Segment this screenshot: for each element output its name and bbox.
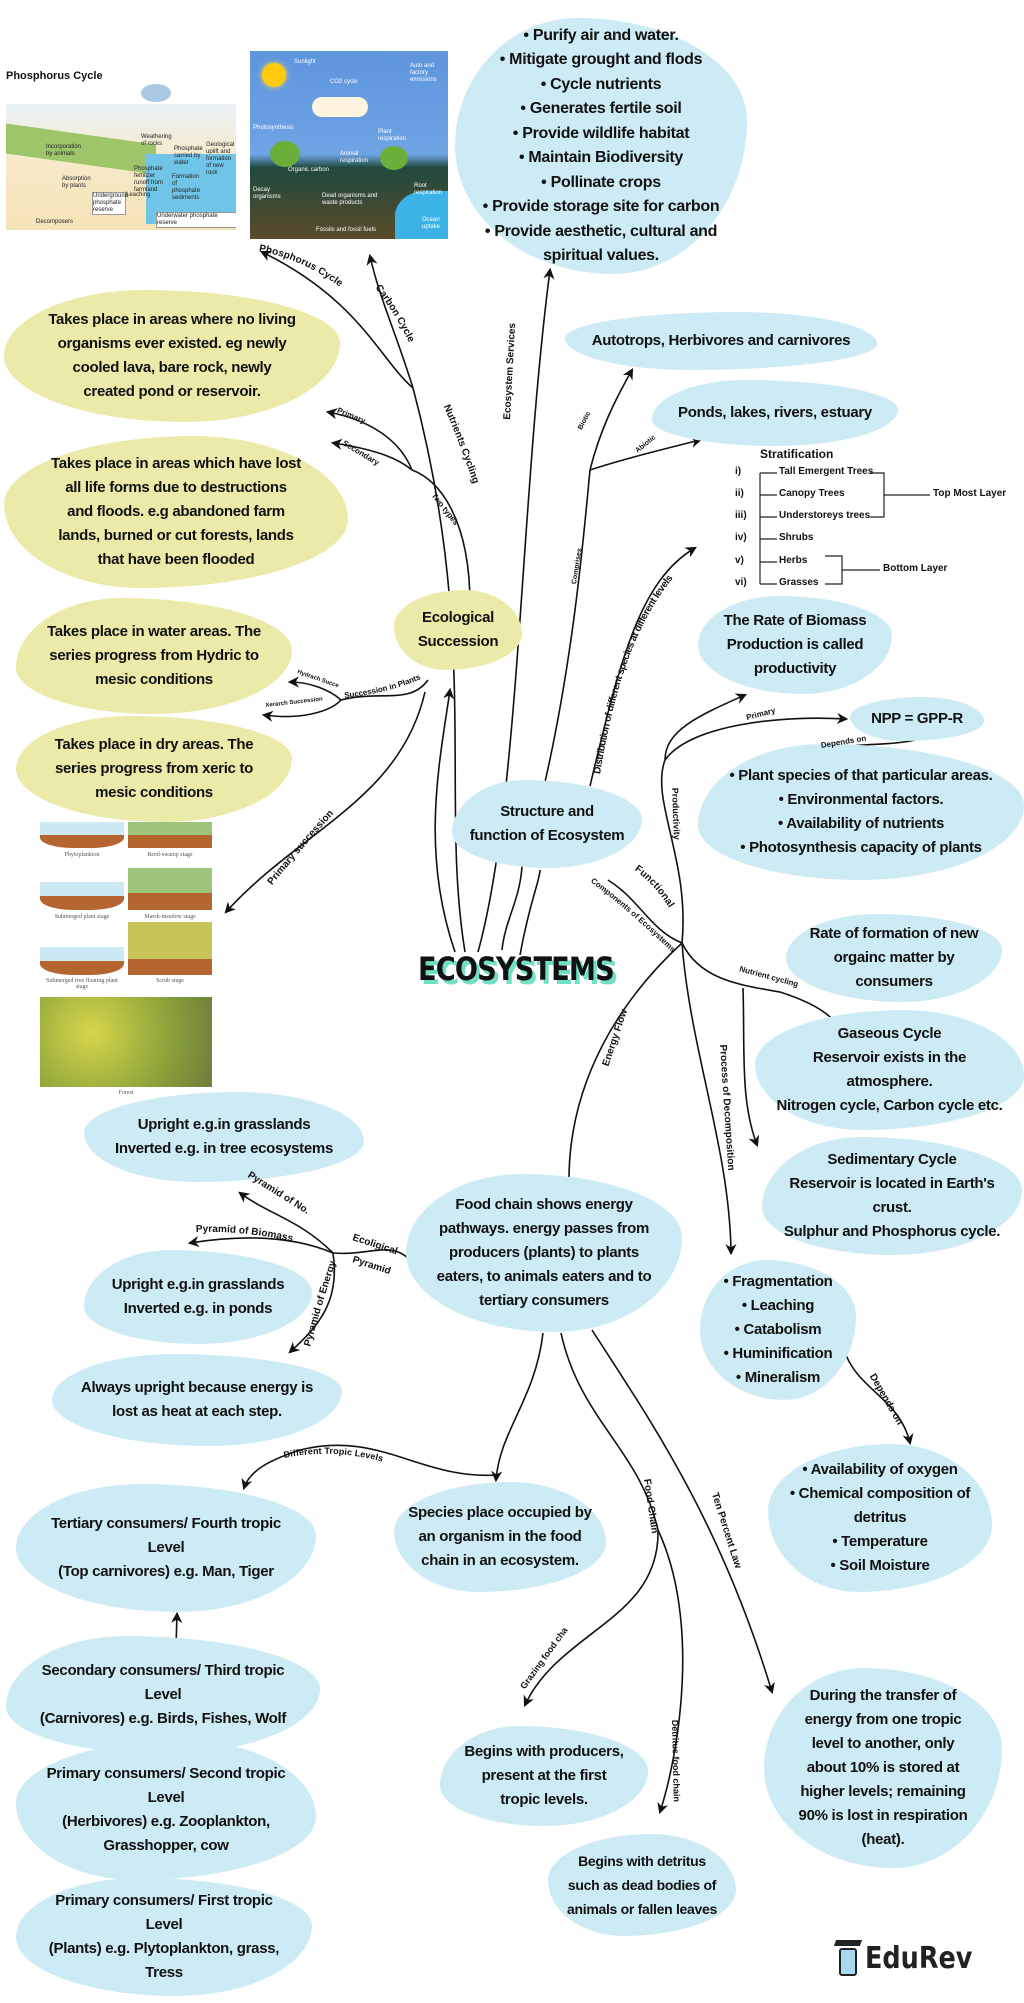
- image-label: Geological uplift and formation of new rock: [206, 142, 235, 176]
- edge-label: Nutrient cycling: [738, 964, 800, 989]
- node-text-line: • Huminification: [723, 1345, 833, 1362]
- node-text-line: spiritual values.: [543, 247, 659, 264]
- node-text-line: • Fragmentation: [723, 1273, 833, 1290]
- edge-two-types: [412, 470, 470, 605]
- image-label: Leaching: [126, 192, 151, 198]
- edge-pyramid-no: [240, 1193, 333, 1253]
- node-text-line: Reservoir exists in the: [812, 1049, 967, 1066]
- node-text-line: productivity: [753, 660, 837, 677]
- node-text-line: higher levels; remaining: [800, 1783, 966, 1800]
- image-label: Root respiration: [414, 183, 443, 196]
- edge-distribution: [590, 548, 695, 786]
- edge-label: Secondary: [341, 438, 381, 468]
- node-text-line: series progress from Hydric to: [49, 647, 259, 664]
- node-text-line: • Generates fertile soil: [520, 100, 682, 117]
- node-text-line: Production is called: [726, 636, 864, 653]
- edge-label: Hydrach Succe: [296, 669, 340, 690]
- edge-label: Ecoligical: [351, 1232, 399, 1258]
- image-label: Incorporation by animals: [46, 144, 82, 157]
- node-text-line: NPP = GPP-R: [871, 710, 963, 727]
- edge-label: Nutrients Cycling: [440, 403, 481, 485]
- node-text-line: Primary consumers/ Second tropic: [46, 1765, 286, 1782]
- stage-caption: Reed-swamp stage: [147, 852, 193, 858]
- strat-item: Grasses: [779, 577, 819, 588]
- node-text-line: about 10% is stored at: [806, 1759, 960, 1776]
- node-text-line: • Purify air and water.: [523, 26, 679, 44]
- node-text-line: Succession: [417, 633, 499, 650]
- node-sedimentary-cycle: [762, 1137, 1022, 1255]
- node-text-line: Inverted e.g. in ponds: [123, 1300, 273, 1317]
- node-text-line: During the transfer of: [809, 1687, 957, 1704]
- edge-label: Food Chain: [640, 1478, 660, 1535]
- node-text-line: that have been flooded: [97, 551, 255, 568]
- node-text-line: Upright e.g.in grasslands: [137, 1116, 311, 1133]
- node-text-line: eaters, to animals eaters and to: [436, 1268, 652, 1285]
- node-text-line: • Environmental factors.: [778, 791, 944, 808]
- edge-depends-on-2: [846, 1355, 910, 1443]
- node-text-line: Grasshopper, cow: [103, 1837, 229, 1854]
- node-text-line: all life forms due to destructions: [65, 479, 287, 496]
- node-text-line: Sedimentary Cycle: [827, 1151, 957, 1168]
- node-text-line: series progress from xeric to: [54, 760, 254, 777]
- edge-label: Components of Ecosystems: [589, 876, 678, 954]
- node-text-line: (heat).: [861, 1831, 905, 1848]
- node-text-line: crust.: [872, 1199, 912, 1216]
- edge-label: Ecosystem Services: [502, 322, 519, 420]
- node-text-line: 90% is lost in respiration: [798, 1807, 968, 1824]
- edge-label: Primary: [745, 705, 777, 723]
- node-ecosystem-services: [455, 18, 747, 274]
- node-text-line: Gaseous Cycle: [837, 1025, 942, 1042]
- edge-functional: [608, 880, 682, 943]
- node-text-line: Structure and: [500, 803, 594, 820]
- edge-tropic-levels: [244, 1445, 498, 1488]
- node-text-line: Primary consumers/ First tropic: [55, 1892, 273, 1909]
- edge-label: Succession in Plants: [343, 672, 422, 701]
- edge-carbon: [370, 256, 413, 388]
- edurev-logo: [835, 1938, 991, 1978]
- strat-item: Shrubs: [779, 532, 814, 543]
- node-text-line: Takes place in dry areas. The: [54, 736, 254, 753]
- edge-hydrach: [290, 682, 341, 700]
- node-text-line: cooled lava, bare rock, newly: [72, 359, 272, 376]
- node-text-line: Secondary consumers/ Third tropic: [41, 1662, 285, 1679]
- node-text-line: • Provide wildlife habitat: [512, 124, 690, 142]
- strat-num: iii): [735, 510, 747, 521]
- node-text-line: • Plant species of that particular areas.: [729, 767, 993, 784]
- edge-detritus: [658, 1530, 683, 1812]
- node-productivity-factors: [698, 744, 1024, 880]
- node-text-line: • Mineralism: [735, 1369, 821, 1386]
- node-text-line: • Photosynthesis capacity of plants: [740, 839, 982, 856]
- edge-comprises: [545, 470, 590, 782]
- image-label: Absorption by plants: [62, 176, 91, 189]
- phosphorus-cycle-title: Phosphorus Cycle: [6, 70, 103, 82]
- edge-label: Primary: [335, 405, 367, 426]
- edge-productivity: [662, 760, 683, 943]
- node-text-line: consumers: [855, 973, 933, 990]
- image-label: Decay organisms: [253, 187, 281, 200]
- node-text-line: mesic conditions: [95, 671, 213, 688]
- image-label: Ocean uptake: [422, 217, 441, 230]
- node-text-line: organisms ever existed. eg newly: [57, 335, 287, 352]
- edge-secondary: [333, 443, 412, 470]
- edge-label: Two types: [429, 491, 461, 528]
- node-text-line: Food chain shows energy: [455, 1196, 633, 1213]
- edge-biotic: [590, 370, 632, 470]
- edge-structure-ecosystems: [502, 866, 522, 950]
- node-text-line: tertiary consumers: [479, 1292, 609, 1309]
- edge-label: Different Tropic Levels: [282, 1445, 385, 1464]
- node-text-line: Takes place in areas which have lost: [51, 455, 301, 472]
- node-text-line: • Leaching: [741, 1297, 815, 1314]
- edge-label: Depends on: [866, 1372, 906, 1428]
- node-text-line: Level: [147, 1789, 185, 1806]
- stage-caption: Phytoplankton: [64, 852, 100, 858]
- node-text-line: Takes place in water areas. The: [47, 623, 261, 640]
- node-text-line: Rate of formation of new: [809, 925, 979, 942]
- node-detritus-food-chain: [548, 1834, 736, 1936]
- image-label: Plant respiration: [378, 129, 407, 142]
- edge-ecological-pyramid: [333, 1250, 410, 1260]
- edge-xerarch: [264, 700, 341, 717]
- edge-pyramid-biomass: [190, 1238, 333, 1253]
- stage-caption: Marsh-meadow stage: [144, 914, 196, 920]
- edge-label: Phosphorus Cycle: [258, 243, 345, 290]
- edge-label: Abiotic: [634, 434, 658, 455]
- strat-num: iv): [735, 532, 747, 543]
- image-label: Photosynthesis: [253, 125, 294, 131]
- edge-eco-succession: [435, 690, 455, 952]
- strat-num: ii): [735, 488, 744, 499]
- stratification-title: Stratification: [760, 447, 834, 461]
- node-text-line: • Maintain Biodiversity: [518, 149, 684, 166]
- edge-label: Detritus food chain: [669, 1719, 682, 1803]
- edge-label: Energy Flow: [600, 1007, 631, 1068]
- strat-num: i): [735, 466, 742, 477]
- image-label: Animal respiration: [340, 151, 369, 164]
- node-text-line: energy from one tropic: [804, 1711, 962, 1728]
- node-text-line: chain in an ecosystem.: [421, 1552, 579, 1569]
- node-text-line: Species place occupied by: [408, 1504, 592, 1521]
- node-text-line: Level: [147, 1539, 185, 1556]
- edge-label: Functional: [632, 863, 677, 910]
- strat-item: Canopy Trees: [779, 488, 845, 499]
- node-gaseous-cycle: [755, 1010, 1024, 1130]
- node-text-line: (Top carnivores) e.g. Man, Tiger: [58, 1563, 274, 1580]
- edge-label: Process of Decomposition: [716, 1044, 737, 1171]
- strat-item: Herbs: [779, 555, 808, 566]
- node-text-line: The Rate of Biomass: [723, 612, 867, 629]
- node-text-line: • Soil Moisture: [830, 1557, 930, 1574]
- edge-abiotic: [590, 440, 700, 470]
- image-label: Underground phosphate reserve: [93, 193, 129, 213]
- node-text-line: Reservoir is located in Earth's: [789, 1175, 995, 1192]
- node-text-line: (Herbivores) e.g. Zooplankton,: [62, 1813, 270, 1830]
- strat-num: v): [735, 555, 744, 566]
- edge-label: Pyramid of Biomass: [195, 1223, 295, 1245]
- node-text-line: • Temperature: [832, 1533, 928, 1550]
- image-label: Organic carbon: [288, 167, 330, 173]
- edge-nutrients: [413, 388, 465, 952]
- node-text-line: Level: [144, 1686, 182, 1703]
- image-label: Weathering of rocks: [141, 134, 172, 147]
- edge-label: Pyramid of Energy: [302, 1259, 339, 1348]
- stage-caption: Scrub stage: [156, 978, 184, 984]
- edge-succession-plants: [341, 680, 428, 700]
- image-label: Decomposers: [36, 219, 74, 225]
- stage-caption: Submerged plant stage: [54, 914, 110, 920]
- image-label: Auto and factory emissions: [410, 63, 437, 83]
- node-text-line: lands, burned or cut forests, lands: [58, 527, 294, 544]
- node-text-line: (Plants) e.g. Plytoplankton, grass,: [48, 1940, 280, 1957]
- node-text-line: orgainc matter by: [833, 949, 955, 966]
- node-text-line: Begins with detritus: [578, 1853, 706, 1869]
- edge-label: Depends on: [820, 733, 867, 751]
- node-text-line: • Availability of oxygen: [802, 1461, 958, 1478]
- node-text-line: an organism in the food: [418, 1528, 582, 1545]
- node-text-line: Upright e.g.in grasslands: [111, 1276, 285, 1293]
- image-label: Dead organisms and waste products: [322, 193, 378, 206]
- edge-label: Carbon Cycle: [372, 282, 417, 345]
- node-text-line: Takes place in areas where no living: [48, 311, 296, 328]
- node-text-line: and floods. e.g abandoned farm: [67, 503, 285, 520]
- node-text-line: Begins with producers,: [464, 1743, 624, 1760]
- edge-label: Distribution of different species at different levels: [592, 573, 676, 775]
- edge-label: Primary succession: [265, 808, 337, 888]
- strat-bottom-group: Bottom Layer: [883, 563, 948, 574]
- edge-label: Pyramid of No.: [245, 1169, 312, 1217]
- stage-caption: Submerged free floating plant stage: [46, 978, 118, 990]
- node-text-line: lost as heat at each step.: [112, 1403, 282, 1420]
- node-text-line: level to another, only: [811, 1735, 955, 1752]
- edge-label: Xerarch Succession: [265, 696, 324, 710]
- node-text-line: pathways. energy passes from: [438, 1220, 650, 1237]
- node-text-line: Ponds, lakes, rivers, estuary: [678, 404, 872, 421]
- node-text-line: mesic conditions: [95, 784, 213, 801]
- node-text-line: • Availability of nutrients: [777, 815, 945, 832]
- node-text-line: • Mitigate grought and flods: [499, 51, 703, 68]
- node-text-line: Nitrogen cycle, Carbon cycle etc.: [776, 1097, 1003, 1114]
- image-label: Underwater phosphate reserve: [156, 212, 236, 228]
- node-text-line: tropic levels.: [500, 1791, 588, 1808]
- node-text-line: animals or fallen leaves: [567, 1901, 717, 1917]
- node-text-line: • Pollinate crops: [541, 173, 661, 191]
- image-label: Fossils and fossil fuels: [316, 227, 377, 233]
- node-text-line: • Chemical composition of: [789, 1485, 971, 1502]
- edge-label: Productivity: [669, 787, 682, 840]
- graduation-cap-icon: [835, 1938, 861, 1978]
- strat-num: vi): [735, 577, 747, 588]
- node-text-line: • Provide aesthetic, cultural and: [484, 222, 718, 240]
- central-title: ECOSYSTEMS: [418, 950, 614, 988]
- node-text-line: • Cycle nutrients: [540, 75, 662, 93]
- node-text-line: created pond or reservoir.: [83, 383, 261, 400]
- image-label: Sunlight: [294, 59, 316, 65]
- node-text-line: • Provide storage site for carbon: [482, 198, 720, 215]
- edge-biomass: [665, 695, 745, 760]
- node-text-line: Tertiary consumers/ Fourth tropic: [51, 1515, 281, 1532]
- node-text-line: atmosphere.: [846, 1073, 933, 1090]
- node-text-line: • Catabolism: [734, 1321, 822, 1338]
- edge-label: Grazing food cha: [518, 1625, 570, 1691]
- node-text-line: such as dead bodies of: [567, 1877, 717, 1893]
- node-text-line: Level: [145, 1916, 183, 1933]
- node-text-line: Tress: [145, 1964, 183, 1981]
- node-text-line: detritus: [853, 1509, 907, 1526]
- node-text-line: producers (plants) to plants: [449, 1244, 639, 1261]
- strat-item: Understoreys trees: [779, 510, 871, 521]
- edge-label: Pyramid: [351, 1254, 393, 1278]
- node-text-line: Ecological: [421, 609, 495, 626]
- edge-label: Comprises: [571, 547, 584, 585]
- node-text-line: Always upright because energy is: [80, 1379, 314, 1396]
- image-label: Phosphate carried by water: [174, 146, 203, 166]
- image-label: Phosphate fertilizer runoff from farmland: [134, 166, 163, 193]
- node-text-line: present at the first: [481, 1767, 607, 1784]
- strat-item: Tall Emergent Trees: [779, 466, 874, 477]
- edge-decomposition: [682, 943, 731, 1253]
- node-text-line: Inverted e.g. in tree ecosystems: [114, 1140, 333, 1157]
- node-text-line: (Carnivores) e.g. Birds, Fishes, Wolf: [39, 1710, 287, 1727]
- image-label: CO2 cycle: [330, 79, 358, 85]
- logo-text: EduRev: [865, 1940, 973, 1976]
- node-text-line: Autotrops, Herbivores and carnivores: [591, 332, 851, 349]
- node-text-line: function of Ecosystem: [469, 827, 625, 844]
- stage-caption: Forest: [118, 1090, 134, 1096]
- node-text-line: Sulphur and Phosphorus cycle.: [783, 1223, 1001, 1240]
- strat-top-group: Top Most Layer: [933, 488, 1007, 499]
- edge-label: Ten Percent Law: [708, 1491, 744, 1570]
- edge-label: Biotic: [577, 410, 593, 432]
- edge-niche: [496, 1333, 543, 1480]
- image-label: Formation of phosphate sediments: [172, 174, 201, 201]
